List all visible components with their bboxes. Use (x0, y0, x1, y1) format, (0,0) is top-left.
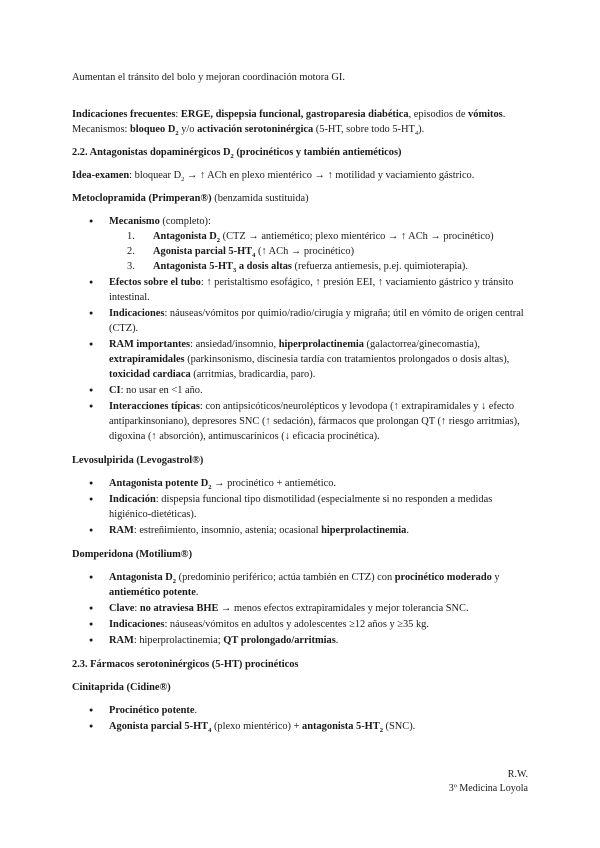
list-item: 1. Antagonista $D_2$ (CTZ → antiemético; plexo mientérico → ↑ ACh → procinético) (127, 231, 494, 245)
levosulpirida-heading: Levosulpirida (Levogastrol®) (72, 455, 204, 466)
idea-examen-paragraph: Idea-examen: bloquear $D_2$ → ↑ ACh en plexo mientérico → ↑ motilidad y vaciamiento gástrico. (72, 170, 475, 184)
list-item: ● Antagonista potente $D_2$ → procinético + antiemético. (72, 476, 528, 491)
list-item: ● RAM importantes: ansiedad/insomnio, hiperprolactinemia (galactorrea/ginecomastia), extrapiramidales (parkinsonismo, discinesia tardía con tratamientos prolongados o dosis altas), toxicidad cardiaca (arritmias, bradicardia, paro). (72, 337, 528, 382)
list-item: 2. Agonista parcial $5-HT_4$ (↑ ACh → procinético) (127, 246, 355, 260)
cinitaprida-heading: Cinitaprida (Cidine®) (72, 682, 171, 693)
list-item: ● Procinético potente. (72, 703, 528, 718)
section-2-3-heading: 2.3. Fármacos serotoninérgicos (5-HT) procinéticos (72, 659, 299, 670)
levosulpirida-list (72, 476, 528, 538)
list-item: ● Interacciones típicas: con antipsicóticos/neurolépticos y levodopa (↑ extrapiramidales y ↓ efecto antiparkinsoniano), depresores SNC (↑ sedación), fármacos que prolongan QT (↑ riesgo arritmias), digoxina (↑ absorción), antimuscarínicos (↓ eficacia procinética). (72, 399, 528, 444)
domperidona-list (72, 570, 528, 648)
mecanismo-sublist (109, 229, 528, 274)
footer-initials: R.W. (507, 769, 528, 780)
list-item: 3. Antagonista $5-HT_3$ a dosis altas (refuerza antiemesis, p.ej. quimioterapia). (127, 261, 468, 275)
list-item: ● Indicación: dispepsia funcional tipo dismotilidad (especialmente si no responden a medidas higiénico-dietéticas). (72, 492, 528, 522)
list-item: ● Clave: no atraviesa BHE → menos efectos extrapiramidales y mejor tolerancia SNC. (72, 601, 528, 616)
list-item: ● Antagonista $D_2$ (predominio periférico; actúa también en CTZ) con procinético moderado y antiemético potente. (72, 570, 528, 600)
list-item: ● Efectos sobre el tubo: ↑ peristaltismo esofágico, ↑ presión EEI, ↑ vaciamiento gástrico y tránsito intestinal. (72, 275, 528, 305)
metoclopramida-list (72, 214, 528, 444)
list-item: ● CI: no usar en <1 año. (72, 383, 528, 398)
footer-course: 3º Medicina Loyola (448, 783, 528, 794)
list-item: ● Agonista parcial $5-HT_4$ (plexo mientérico) + antagonista $5-HT_2$ (SNC). (72, 719, 528, 734)
intro-text: Aumentan el tránsito del bolo y mejoran coordinación motora GI. (72, 72, 345, 83)
cinitaprida-list (72, 703, 528, 734)
section-2-2-heading: 2.2. Antagonistas dopaminérgicos $D_2$ (procinéticos y también antieméticos) (72, 147, 402, 161)
document-page (72, 70, 528, 735)
list-item: ● Mecanismo (completo): 1. Antagonista $D_2$ (CTZ → antiemético; plexo mientérico → ↑ ACh → procinético) 2. Agonista parcial $5-HT_4$ (↑ ACh → procinético) 3. Antagonista $5-HT_3$ a dosis altas (refuerza antiemesis, p.ej. quimioterapia). (72, 214, 528, 274)
list-item: ● RAM: estreñimiento, insomnio, astenia; ocasional hiperprolactinemia. (72, 523, 528, 538)
list-item: ● RAM: hiperprolactinemia; QT prolongado/arritmias. (72, 633, 528, 648)
domperidona-heading: Domperidona (Motilium®) (72, 549, 193, 560)
page-footer (449, 768, 528, 796)
metoclopramida-heading: Metoclopramida (Primperan®) (benzamida sustituida) (72, 193, 309, 204)
list-item: ● Indicaciones: náuseas/vómitos en adultos y adolescentes ≥12 años y ≥35 kg. (72, 617, 528, 632)
list-item: ● Indicaciones: náuseas/vómitos por quimio/radio/cirugía y migraña; útil en vómito de origen central (CTZ). (72, 306, 528, 336)
indications-paragraph: Indicaciones frecuentes: ERGE, dispepsia funcional, gastroparesia diabética, episodios de vómitos. Mecanismos: bloqueo $D_2$ y/o activación serotoninérgica (5-HT, sobre todo $5-HT_4$). (72, 109, 506, 138)
